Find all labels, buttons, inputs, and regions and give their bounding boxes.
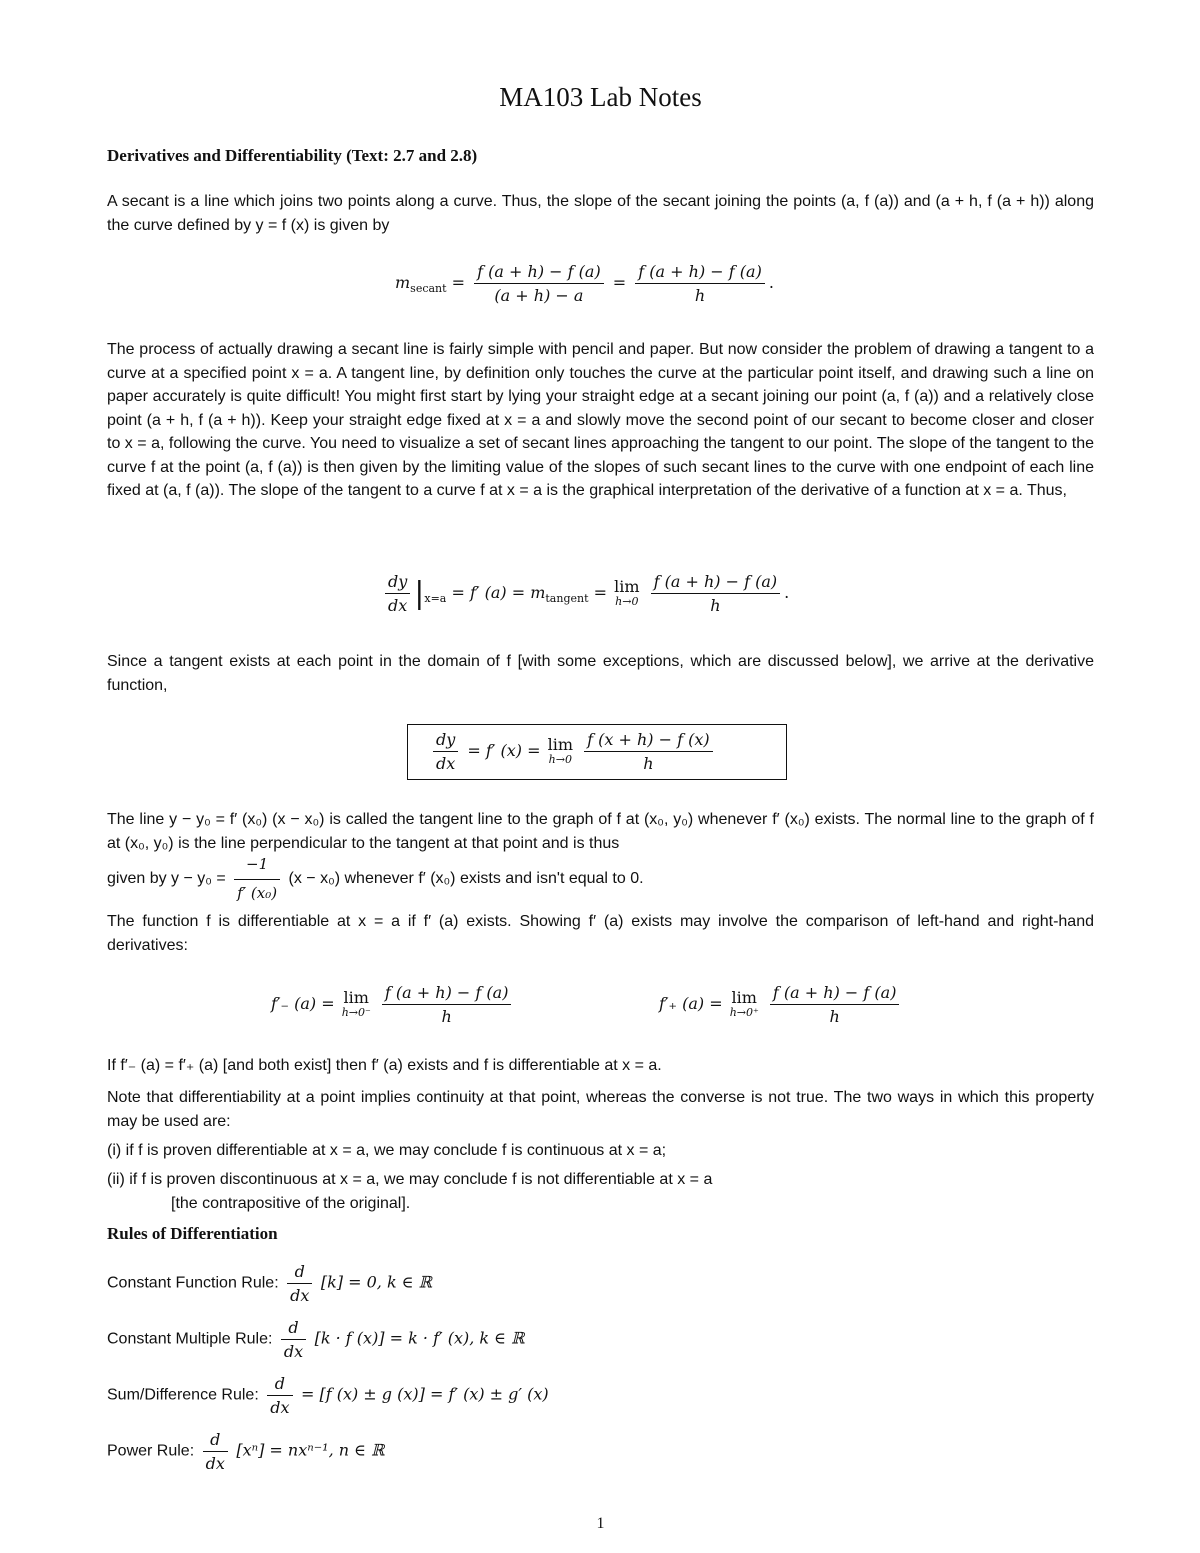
- list-item-ii-continued: [the contrapositive of the original].: [171, 1195, 411, 1212]
- paragraph-continuity-note: Note that differentiability at a point implies continuity at that point, whereas the converse is not true. The two ways in which this property may be used are:: [107, 1089, 1094, 1130]
- equation-tangent-slope: $\frac{dy}{dx}$ $|_{x=a} = f'$ $(a) = m_{tangent}$ = lim h→0 $\frac{f (a + h) - f (a)}{h}$ .: [381, 572, 789, 615]
- limit-h-to-0-box: lim h→0: [547, 734, 574, 766]
- paragraph-normal-line-formula: given by y − y₀ = $\frac{-1}{\text{f′ (x₀)}}$ (x − x₀) whenever f′ (x₀) exists and isn't equal to 0.: [107, 853, 1094, 905]
- rule-constant-multiple: Constant Multiple Rule: $\frac{d}{dx}$ [k · f (x)] = k · f′ (x), k ∈ ℝ: [107, 1318, 525, 1361]
- rule-power: Power Rule: $\frac{d}{dx}$ [xⁿ] = nxⁿ⁻¹, n ∈ ℝ: [107, 1430, 385, 1473]
- equation-right-derivative: f′₊ (a) = lim h→0⁺ $\frac{f (a + h) - f (a)}{h}$: [659, 983, 903, 1026]
- paragraph-differentiable: The function f is differentiable at x = a if f′ (a) exists. Showing f′ (a) exists may involve the comparison of left-hand and right-hand derivatives:: [107, 913, 1094, 954]
- rule-constant-function: Constant Function Rule: $\frac{d}{dx}$ [k] = 0, k ∈ ℝ: [107, 1262, 432, 1305]
- fraction-d-dx-3: $\frac{d}{dx}$: [267, 1374, 292, 1417]
- fraction-difference-quotient: $\frac{f (a + h) - f (a)}{h}$: [651, 572, 781, 615]
- limit-h-to-0-plus: lim h→0⁺: [729, 987, 759, 1019]
- section-heading-rules: Rules of Differentiation: [107, 1224, 278, 1243]
- limit-h-to-0-minus: lim h→0⁻: [341, 987, 371, 1019]
- paragraph-tangent: The process of actually drawing a secant line is fairly simple with pencil and paper. But now consider the problem of drawing a tangent to a curve at a specified point x = a. A tangent line, by definition only touches the curve at the particular point itself, and drawing such a line on paper accurately is quite difficult! You might first start by lying your straight edge at a secant joining our point (a, f (a)) and a relatively close point (a + h, f (a + h)). Keep your straight edge fixed at x = a and slowly move the second point of our secant to become closer and closer to x = a, following the curve. You need to visualize a set of secant lines approaching the tangent to our point. The slope of the tangent to the curve f at the point (a, f (a)) is then given by the limiting value of the slopes of such secant lines to the curve with one endpoint of each line fixed at (a, f (a)). The slope of the tangent to a curve f at x = a is the graphical interpretation of the derivative of a function at x = a. Thus,: [107, 341, 1094, 499]
- fraction-secant-1: $\frac{f (a + h) - f (a)}{(a + h) - a}$: [474, 262, 604, 305]
- limit-h-to-0: lim h→0: [614, 576, 640, 608]
- page-title: MA103 Lab Notes: [499, 82, 702, 112]
- fraction-right: $\frac{f (a + h) - f (a)}{h}$: [770, 983, 900, 1026]
- fraction-d-dx-1: $\frac{d}{dx}$: [287, 1262, 312, 1305]
- fraction-dy-dx: $\frac{dy}{dx}$: [385, 572, 410, 615]
- fraction-normal-slope: $\frac{-1}{\text{f′ (x₀)}}$: [234, 853, 280, 905]
- paragraph-both-exist: If f′₋ (a) = f′₊ (a) [and both exist] then f′ (a) exists and f is differentiable at x = a.: [107, 1057, 662, 1074]
- rule-sum-difference: Sum/Difference Rule: $\frac{d}{dx}$ = [f (x) ± g (x)] = f′ (x) ± g′ (x): [107, 1374, 549, 1417]
- equation-derivative-definition: $\frac{dy}{dx}$ = f′ (x) = lim h→0 $\frac{f (x + h) - f (x)}{h}$: [429, 730, 717, 773]
- list-item-ii: (ii) if f is proven discontinuous at x = a, we may conclude f is not differentiable at x = a: [107, 1171, 713, 1188]
- fraction-secant-2: $\frac{f (a + h) - f (a)}{h}$: [635, 262, 765, 305]
- fraction-d-dx-2: $\frac{d}{dx}$: [281, 1318, 306, 1361]
- fraction-d-dx-4: $\frac{d}{dx}$: [203, 1430, 228, 1473]
- section-heading-derivatives: Derivatives and Differentiability (Text: 2.7 and 2.8): [107, 146, 478, 165]
- fraction-dy-dx-box: $\frac{dy}{dx}$: [433, 730, 458, 773]
- paragraph-derivative-function: Since a tangent exists at each point in the domain of f [with some exceptions, which are discussed below], we arrive at the derivative function,: [107, 653, 1094, 694]
- fraction-box: $\frac{f (x + h) - f (x)}{h}$: [584, 730, 713, 773]
- paragraph-tangent-normal-line: The line y − y₀ = f′ (x₀) (x − x₀) is called the tangent line to the graph of f at (x₀, y₀) whenever f′ (x₀) exists. The normal line to the graph of f at (x₀, y₀) is the line perpendicular to the tangent at that point and is thus: [107, 811, 1094, 852]
- page-number: 1: [596, 1515, 605, 1532]
- fraction-left: $\frac{f (a + h) - f (a)}{h}$: [382, 983, 512, 1026]
- equation-secant-slope: $m_{secant}$ = $\frac{f (a + h) - f (a)}{(a + h) - a}$ = $\frac{f (a + h) - f (a)}{h}$ .: [395, 262, 774, 305]
- list-item-i: (i) if f is proven differentiable at x = a, we may conclude f is continuous at x = a;: [107, 1142, 667, 1159]
- paragraph-secant: A secant is a line which joins two points along a curve. Thus, the slope of the secant joining the points (a, f (a)) and (a + h, f (a + h)) along the curve defined by y = f (x) is given by: [107, 193, 1094, 234]
- equation-left-derivative: f′₋ (a) = lim h→0⁻ $\frac{f (a + h) - f (a)}{h}$: [271, 983, 515, 1026]
